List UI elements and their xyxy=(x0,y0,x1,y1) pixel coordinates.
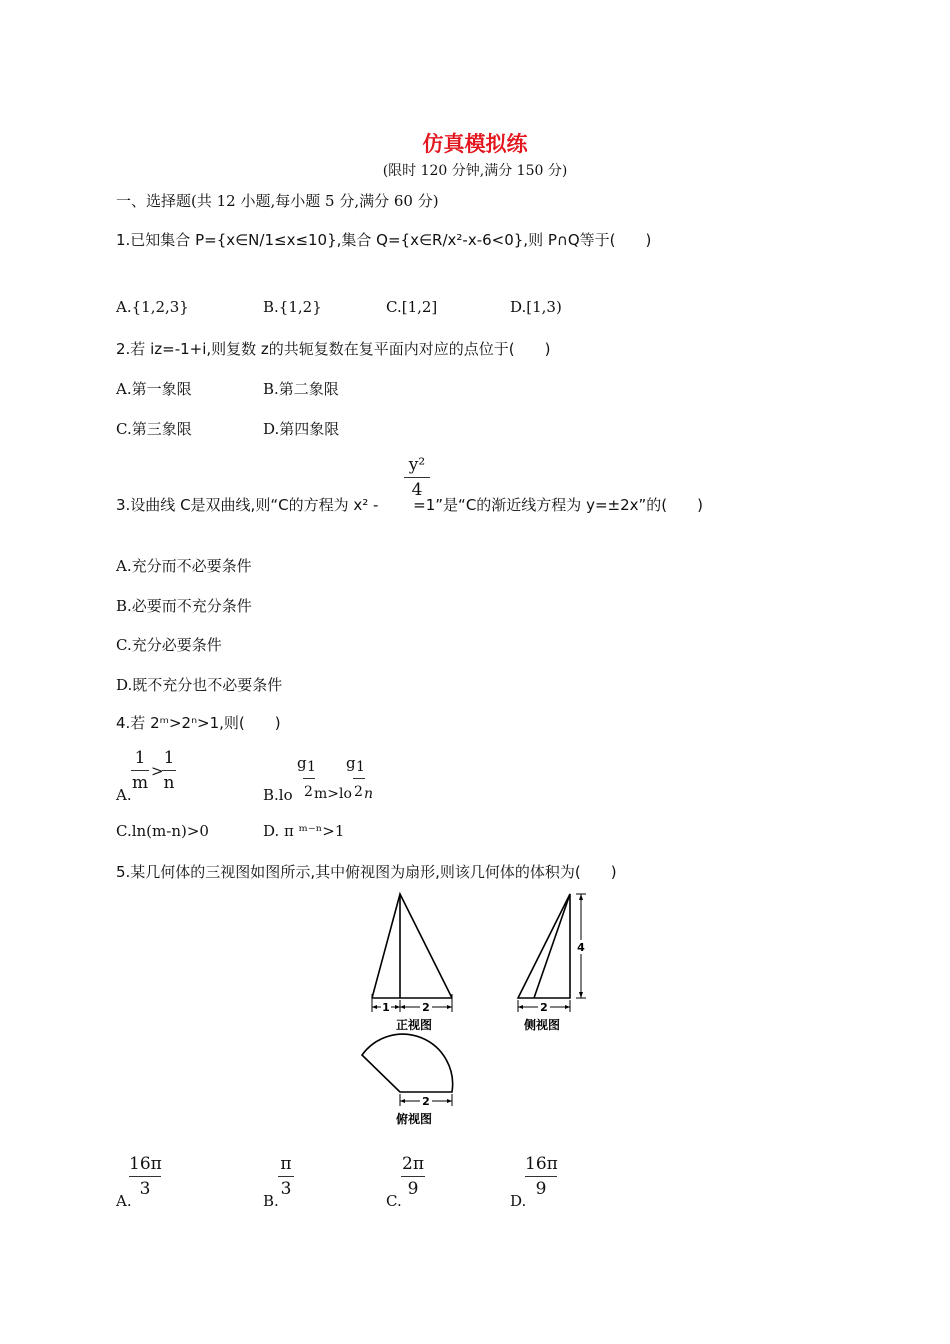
q3-fraction-num: y² xyxy=(408,455,426,475)
page-title: 仿真模拟练 xyxy=(422,132,528,156)
q1-option-a[interactable]: A.{1,2,3} xyxy=(116,298,189,316)
q5-b-num: π xyxy=(280,1154,292,1174)
front-dim-1: 1 xyxy=(382,1001,390,1014)
side-dim-width: 2 xyxy=(540,1001,548,1014)
section-heading: 一、选择题(共 12 小题,每小题 5 分,满分 60 分) xyxy=(116,192,439,210)
q4-option-a-frac2 xyxy=(162,748,176,793)
q5-a-den: 3 xyxy=(139,1179,151,1199)
top-view xyxy=(362,1034,453,1106)
q3-option-a[interactable]: A.充分而不必要条件 xyxy=(116,557,252,575)
q4-b-frac1: 2 xyxy=(304,784,313,800)
q5-b-den: 3 xyxy=(280,1179,292,1199)
q5-d-den: 9 xyxy=(535,1179,547,1199)
q4-b-m: m>lo xyxy=(314,786,352,802)
q4-option-a-label: A. xyxy=(116,786,132,804)
q4-b-bar1 xyxy=(303,778,315,779)
q5-option-a[interactable]: A. xyxy=(116,1192,132,1210)
q4-a-num1: 1 xyxy=(134,748,146,768)
q1-option-b[interactable]: B.{1,2} xyxy=(263,298,322,316)
question-3-text: 3.设曲线 C是双曲线,则“C的方程为 x² - =1”是“C的渐近线方程为 y=±2x”的( ) xyxy=(116,496,703,514)
q4-b-g1: g xyxy=(297,754,307,772)
question-5-text: 5.某几何体的三视图如图所示,其中俯视图为扇形,则该几何体的体积为( ) xyxy=(116,863,617,881)
q4-option-c[interactable]: C.ln(m-n)>0 xyxy=(116,822,209,840)
q4-option-d[interactable]: D. π ᵐ⁻ⁿ>1 xyxy=(263,822,345,840)
q4-b-sub2: 1 xyxy=(356,759,365,775)
q2-option-a[interactable]: A.第一象限 xyxy=(116,380,192,398)
top-dim: 2 xyxy=(422,1095,430,1108)
q4-a-den1: m xyxy=(131,773,149,793)
q4-b-g2: g xyxy=(346,754,356,772)
q1-option-c[interactable]: C.[1,2] xyxy=(386,298,438,316)
q5-option-c-frac xyxy=(401,1154,425,1199)
q3-option-d[interactable]: D.既不充分也不必要条件 xyxy=(116,676,283,694)
top-view-label: 俯视图 xyxy=(395,1112,433,1126)
side-dim-height: 4 xyxy=(577,941,585,954)
q5-option-b-frac xyxy=(278,1154,294,1199)
q4-b-sub1: 1 xyxy=(307,759,316,775)
q5-c-num: 2π xyxy=(402,1154,424,1174)
q5-option-d-frac xyxy=(525,1154,557,1199)
q5-c-den: 9 xyxy=(407,1179,419,1199)
q2-option-c[interactable]: C.第三象限 xyxy=(116,420,192,438)
q4-option-a[interactable] xyxy=(116,786,132,804)
front-dim-2: 2 xyxy=(422,1001,430,1014)
q4-b-frac2: 2 xyxy=(354,784,363,800)
q4-option-b-label: B.lo xyxy=(263,786,293,804)
q4-a-num2: 1 xyxy=(163,748,175,768)
front-view-label: 正视图 xyxy=(395,1018,433,1032)
q4-a-den2: n xyxy=(163,773,175,793)
q3-fraction-den: 4 xyxy=(411,480,423,500)
q1-option-d[interactable]: D.[1,3) xyxy=(510,298,562,316)
three-view-figure xyxy=(360,890,600,1135)
q5-d-num: 16π xyxy=(525,1154,558,1174)
q5-option-a-frac xyxy=(129,1154,161,1199)
q3-option-c[interactable]: C.充分必要条件 xyxy=(116,636,222,654)
q4-b-bar2 xyxy=(353,778,365,779)
q4-option-b[interactable] xyxy=(263,786,293,804)
q5-a-num: 16π xyxy=(129,1154,162,1174)
q4-option-a-frac1 xyxy=(131,748,149,793)
q5-option-d[interactable]: D. xyxy=(510,1192,527,1210)
question-1-text: 1.已知集合 P={x∈N/1≤x≤10},集合 Q={x∈R/x²-x-6<0},则 P∩Q等于( ) xyxy=(116,231,652,249)
front-view xyxy=(372,894,452,1012)
side-view-label: 侧视图 xyxy=(523,1018,561,1032)
q4-b-n: n xyxy=(364,786,374,802)
q4-a-gt: > xyxy=(151,762,164,780)
question-4-text: 4.若 2ᵐ>2ⁿ>1,则( ) xyxy=(116,714,281,732)
question-2-text: 2.若 iz=-1+i,则复数 z的共轭复数在复平面内对应的点位于( ) xyxy=(116,340,551,358)
page-subtitle: (限时 120 分钟,满分 150 分) xyxy=(382,163,568,179)
q2-option-d[interactable]: D.第四象限 xyxy=(263,420,340,438)
q5-option-b[interactable]: B. xyxy=(263,1192,279,1210)
q2-option-b[interactable]: B.第二象限 xyxy=(263,380,339,398)
q5-option-c[interactable]: C. xyxy=(386,1192,402,1210)
q3-option-b[interactable]: B.必要而不充分条件 xyxy=(116,597,252,615)
